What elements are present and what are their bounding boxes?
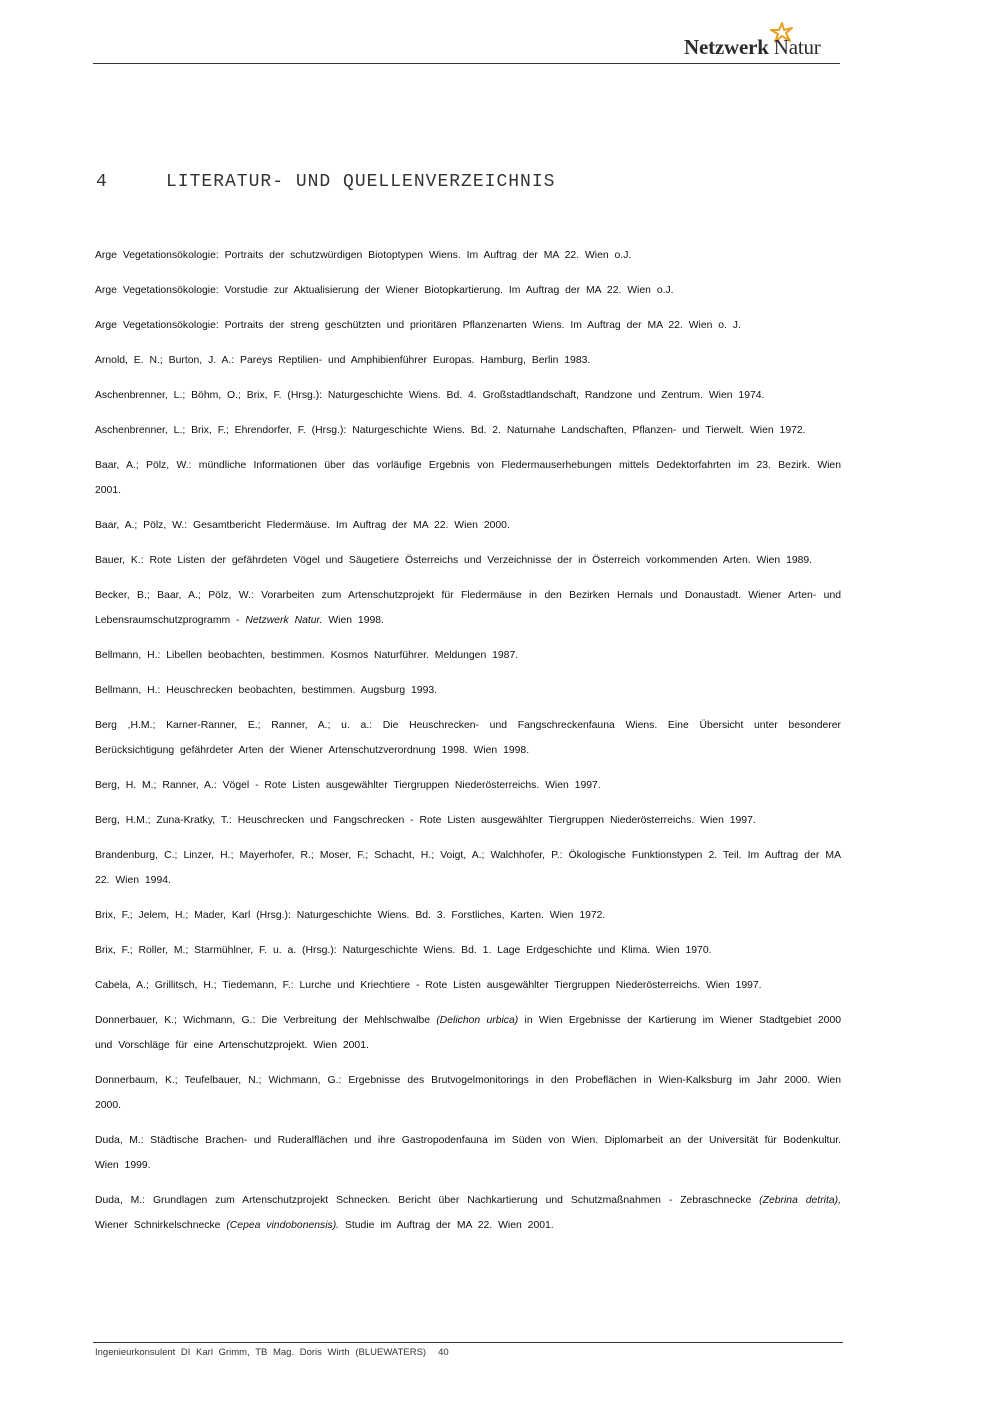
reference-entry xyxy=(95,1188,841,1238)
reference-text: Berg, H.M.; Zuna-Kratky, T.: Heuschrecken und Fangschrecken - Rote Listen ausgewählter Tiergruppen Niederösterreichs. Wien 1997. xyxy=(95,815,756,826)
reference-text: in Wien Ergebnisse der Kartierung im Wiener Stadtgebiet 2000 und Vorschläge für eine Artenschutzprojekt. Wien 2001. xyxy=(95,1015,842,1051)
reference-entry xyxy=(95,938,841,963)
reference-text: Arge Vegetationsökologie: Portraits der streng geschützten und prioritären Pflanzenarten Wiens. Im Auftrag der MA 22. Wien o. J. xyxy=(95,320,741,331)
reference-entry xyxy=(95,1008,841,1058)
section-number: 4 xyxy=(96,172,108,192)
reference-text: Wien 1998. xyxy=(322,615,384,626)
reference-entry xyxy=(95,383,841,408)
reference-entry xyxy=(95,453,841,503)
reference-text: Brix, F.; Roller, M.; Starmühlner, F. u. a. (Hrsg.): Naturgeschichte Wiens. Bd. 1. Lage Erdgeschichte und Klima. Wien 1970. xyxy=(95,945,712,956)
reference-entry xyxy=(95,678,841,703)
footer-text: Ingenieurkonsulent DI Karl Grimm, TB Mag. Doris Wirth (BLUEWATERS) xyxy=(95,1347,427,1358)
reference-italic-text: Netzwerk Natur. xyxy=(245,615,323,626)
reference-text: Arnold, E. N.; Burton, J. A.: Pareys Reptilien- und Amphibienführer Europas. Hamburg, Berlin 1983. xyxy=(95,355,591,366)
reference-italic-text: (Zebrina detrita), xyxy=(759,1195,841,1206)
reference-entry xyxy=(95,713,841,763)
reference-entry xyxy=(95,548,841,573)
reference-text: Baar, A.; Pölz, W.: mündliche Informationen über das vorläufige Ergebnis von Fledermauserhebungen mittels Dedektorfahrten im 23. Bezirk. Wien 2001. xyxy=(95,460,841,496)
reference-text: Donnerbauer, K.; Wichmann, G.: Die Verbreitung der Mehlschwalbe xyxy=(95,1015,437,1026)
reference-text: Brix, F.; Jelem, H.; Mader, Karl (Hrsg.): Naturgeschichte Wiens. Bd. 3. Forstliches, Karten. Wien 1972. xyxy=(95,910,606,921)
logo-word-natur: Natur xyxy=(773,35,821,59)
reference-entry xyxy=(95,313,841,338)
reference-entry xyxy=(95,583,841,633)
reference-text: Duda, M.: Grundlagen zum Artenschutzprojekt Schnecken. Bericht über Nachkartierung und Schutzmaßnahmen - Zebraschnecke xyxy=(95,1195,760,1206)
page-number: 40 xyxy=(438,1347,449,1358)
reference-text: Baar, A.; Pölz, W.: Gesamtbericht Fledermäuse. Im Auftrag der MA 22. Wien 2000. xyxy=(95,520,510,531)
reference-italic-text: (Delichon urbica) xyxy=(436,1015,519,1026)
reference-entry xyxy=(95,1128,841,1178)
reference-text: Bellmann, H.: Libellen beobachten, bestimmen. Kosmos Naturführer. Meldungen 1987. xyxy=(95,650,519,661)
reference-entry xyxy=(95,348,841,373)
logo xyxy=(684,22,840,60)
reference-text: Aschenbrenner, L.; Böhm, O.; Brix, F. (Hrsg.): Naturgeschichte Wiens. Bd. 4. Großstadtlandschaft, Randzone und Zentrum. Wien 1974. xyxy=(95,390,765,401)
reference-entry xyxy=(95,808,841,833)
reference-entry xyxy=(95,243,841,268)
logo-text xyxy=(684,35,821,60)
reference-entry xyxy=(95,278,841,303)
reference-entry xyxy=(95,1068,841,1118)
reference-text: Becker, B.; Baar, A.; Pölz, W.: Vorarbeiten zum Artenschutzprojekt für Fledermäuse in den Bezirken Hernals und Donaustadt. Wiener Arten- und Lebensraumschutzprogramm - xyxy=(95,590,841,626)
reference-text: Arge Vegetationsökologie: Vorstudie zur Aktualisierung der Wiener Biotopkartierung. Im Auftrag der MA 22. Wien o.J. xyxy=(95,285,674,296)
footer xyxy=(95,1347,449,1358)
reference-entry xyxy=(95,903,841,928)
reference-text: Brandenburg, C.; Linzer, H.; Mayerhofer, R.; Moser, F.; Schacht, H.; Voigt, A.; Walchhofer, P.: Ökologische Funktionstypen 2. Teil. Im Auftrag der MA 22. Wien 1994. xyxy=(95,850,841,886)
reference-text: Bauer, K.: Rote Listen der gefährdeten Vögel und Säugetiere Österreichs und Verzeichnisse der in Österreich vorkommenden Arten. Wien 1989. xyxy=(95,555,813,566)
reference-text: Berg, H. M.; Ranner, A.: Vögel - Rote Listen ausgewählter Tiergruppen Niederösterreichs. Wien 1997. xyxy=(95,780,601,791)
reference-text: Arge Vegetationsökologie: Portraits der schutzwürdigen Biotoptypen Wiens. Im Auftrag der MA 22. Wien o.J. xyxy=(95,250,632,261)
reference-text: Wiener Schnirkelschnecke xyxy=(95,1220,227,1231)
header-divider xyxy=(93,63,840,64)
reference-entry xyxy=(95,643,841,668)
reference-entry xyxy=(95,513,841,538)
reference-text: Duda, M.: Städtische Brachen- und Ruderalflächen und ihre Gastropodenfauna im Süden von Wien. Diplomarbeit an der Universität für Bodenkultur. Wien 1999. xyxy=(95,1135,841,1171)
logo-word-netzwerk: Netzwerk xyxy=(684,35,769,59)
section-title: LITERATUR- UND QUELLENVERZEICHNIS xyxy=(166,172,556,192)
reference-entry xyxy=(95,418,841,443)
reference-entry xyxy=(95,843,841,893)
reference-text: Cabela, A.; Grillitsch, H.; Tiedemann, F.: Lurche und Kriechtiere - Rote Listen ausgewählter Tiergruppen Niederösterreichs. Wien 1997. xyxy=(95,980,762,991)
reference-entry xyxy=(95,973,841,998)
reference-text: Bellmann, H.: Heuschrecken beobachten, bestimmen. Augsburg 1993. xyxy=(95,685,438,696)
reference-text: Aschenbrenner, L.; Brix, F.; Ehrendorfer, F. (Hrsg.): Naturgeschichte Wiens. Bd. 2. Naturnahe Landschaften, Pflanzen- und Tierwelt. Wien 1972. xyxy=(95,425,806,436)
footer-divider xyxy=(93,1342,843,1343)
reference-list xyxy=(95,243,841,1248)
reference-italic-text: (Cepea vindobonensis). xyxy=(226,1220,340,1231)
reference-text: Donnerbaum, K.; Teufelbauer, N.; Wichmann, G.: Ergebnisse des Brutvogelmonitorings in den Probeflächen in Wien-Kalksburg im Jahr 2000. Wien 2000. xyxy=(95,1075,841,1111)
reference-text: Berg ,H.M.; Karner-Ranner, E.; Ranner, A.; u. a.: Die Heuschrecken- und Fangschreckenfauna Wiens. Eine Übersicht unter besonderer Berücksichtigung gefährdeter Arten der Wiener Artenschutzverordnung 1998. Wien 1998. xyxy=(95,720,841,756)
reference-entry xyxy=(95,773,841,798)
reference-text: Studie im Auftrag der MA 22. Wien 2001. xyxy=(339,1220,554,1231)
section-heading xyxy=(96,172,555,192)
